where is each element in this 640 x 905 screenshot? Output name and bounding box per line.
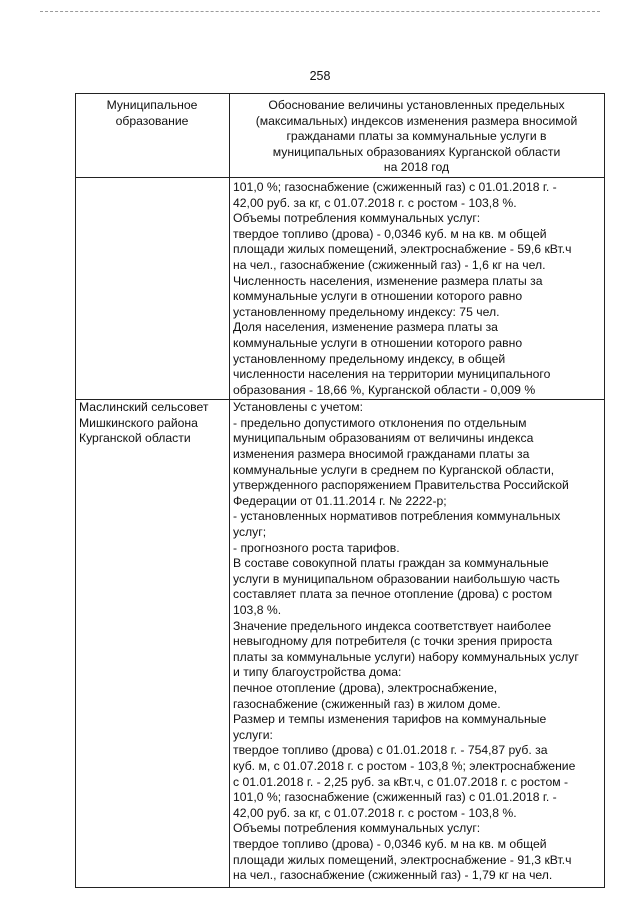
- text-line: численности населения на территории муниципального: [233, 367, 551, 382]
- scan-artifact-line: [40, 11, 600, 12]
- text-line: Численность населения, изменение размера платы за: [233, 273, 543, 288]
- text-line: установленному предельному индексу, в общей: [233, 351, 506, 366]
- table-row: [76, 400, 605, 887]
- header-municipality-line: образование: [115, 113, 189, 128]
- text-line: 103,8 %.: [233, 603, 282, 617]
- municipality-cell: [76, 400, 230, 887]
- text-line: услуги:: [233, 727, 273, 742]
- header-justification-line: на 2018 год: [383, 160, 450, 175]
- text-line: газоснабжение (сжиженный газ) в жилом доме.: [233, 696, 501, 711]
- text-line: невыгодному для потребителя (с точки зрения прироста: [233, 634, 553, 649]
- text-line: установленному предельному индексу: 75 чел.: [233, 304, 500, 319]
- text-line: Размер и темпы изменения тарифов на коммунальные: [233, 712, 547, 727]
- justification-cell: [230, 400, 605, 887]
- header-justification-line: (максимальных) индексов изменения размера вносимой: [255, 113, 578, 128]
- text-line: В составе совокупной платы граждан за коммунальные: [233, 556, 549, 571]
- municipality-line: Маслинский сельсовет: [79, 400, 209, 415]
- text-line: - предельно допустимого отклонения по отдельным: [233, 415, 527, 430]
- table-row: [76, 177, 605, 399]
- text-line: муниципальным образованиям от величины индекса: [233, 431, 534, 446]
- text-line: утвержденного распоряжением Правительства Российской: [233, 478, 569, 493]
- text-line: изменения размера вносимой гражданами платы за: [233, 447, 530, 462]
- text-line: 101,0 %; газоснабжение (сжиженный газ) с 01.01.2018 г. -: [233, 790, 557, 805]
- text-line: 42,00 руб. за кг, с 01.07.2018 г. с ростом - 103,8 %.: [233, 195, 517, 210]
- text-line: и типу благоустройства дома:: [233, 665, 402, 680]
- text-line: площади жилых помещений, электроснабжение - 59,6 кВт.ч: [233, 242, 572, 257]
- tariff-justification-table: [75, 93, 605, 888]
- header-justification-line: Обоснование величины установленных предельных: [268, 98, 565, 112]
- text-line: составляет плата за печное отопление (дрова) с ростом: [233, 587, 553, 602]
- text-line: коммунальные услуги в отношении которого равно: [233, 289, 523, 304]
- justification-cell: [230, 177, 605, 399]
- text-line: коммунальные услуги в среднем по Курганской области,: [233, 462, 555, 477]
- text-line: на чел., газоснабжение (сжиженный газ) - 1,6 кг на чел.: [233, 257, 546, 272]
- header-municipality: [76, 94, 230, 178]
- text-line: услуг;: [233, 525, 267, 540]
- text-line: твердое топливо (дрова) - 0,0346 куб. м на кв. м общей: [233, 226, 547, 241]
- text-line: твердое топливо (дрова) с 01.01.2018 г. - 754,87 руб. за: [233, 743, 548, 758]
- header-justification: [230, 94, 605, 178]
- text-line: на чел., газоснабжение (сжиженный газ) - 1,79 кг на чел.: [233, 868, 553, 883]
- text-line: печное отопление (дрова), электроснабжение,: [233, 680, 498, 695]
- text-line: Значение предельного индекса соответствует наиболее: [233, 618, 552, 633]
- text-line: Доля населения, изменение размера платы за: [233, 320, 498, 335]
- text-line: платы за коммунальные услуги) набору коммунальных услуг: [233, 649, 579, 664]
- header-justification-line: гражданами платы за коммунальные услуги в: [286, 129, 547, 144]
- text-line: - установленных нормативов потребления коммунальных: [233, 509, 561, 524]
- municipality-cell: [76, 177, 230, 399]
- text-line: площади жилых помещений, электроснабжение - 91,3 кВт.ч: [233, 852, 572, 867]
- table-header-row: [76, 94, 605, 178]
- text-line: Объемы потребления коммунальных услуг:: [233, 211, 481, 226]
- text-line: куб. м, с 01.07.2018 г. с ростом - 103,8 %; электроснабжение: [233, 758, 576, 773]
- municipality-line: Мишкинского района: [79, 415, 198, 430]
- text-line: Объемы потребления коммунальных услуг:: [233, 821, 481, 836]
- text-line: Федерации от 01.11.2014 г. № 2222-р;: [233, 493, 447, 508]
- text-line: Установлены с учетом:: [233, 400, 363, 415]
- header-justification-line: муниципальных образованиях Курганской области: [272, 144, 561, 159]
- header-municipality-line: Муниципальное: [106, 98, 198, 112]
- text-line: услуги в муниципальном образовании наибольшую часть: [233, 571, 560, 586]
- text-line: 101,0 %; газоснабжение (сжиженный газ) с 01.01.2018 г. -: [233, 179, 557, 194]
- page-number: 258: [309, 69, 331, 83]
- text-line: - прогнозного роста тарифов.: [233, 540, 400, 555]
- text-line: образования - 18,66 %, Курганской области - 0,009 %: [233, 382, 536, 397]
- municipality-line: Курганской области: [79, 431, 191, 446]
- text-line: 42,00 руб. за кг, с 01.07.2018 г. с ростом - 103,8 %.: [233, 805, 517, 820]
- text-line: коммунальные услуги в отношении которого равно: [233, 335, 523, 350]
- text-line: с 01.01.2018 г. - 2,25 руб. за кВт.ч, с 01.07.2018 г. с ростом -: [233, 774, 569, 789]
- text-line: твердое топливо (дрова) - 0,0346 куб. м на кв. м общей: [233, 836, 547, 851]
